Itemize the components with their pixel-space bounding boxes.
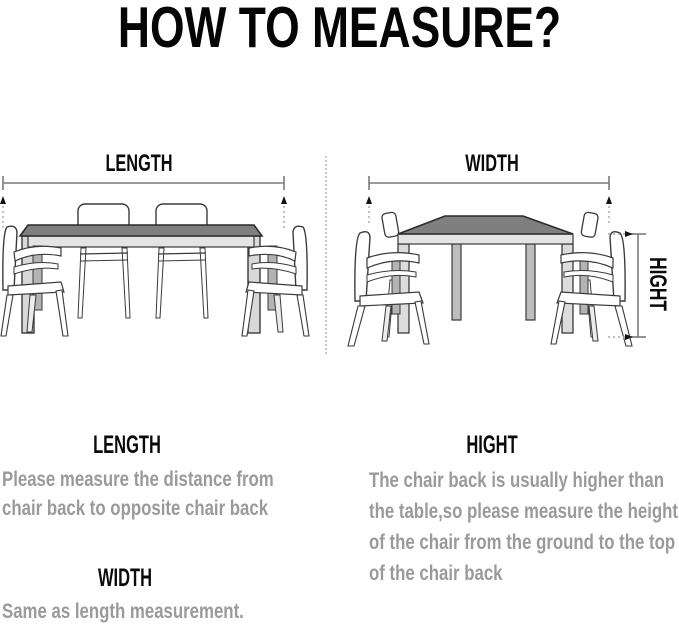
length-section-text — [2, 465, 274, 523]
table-side — [20, 225, 262, 333]
hight-measure-label: HIGHT — [644, 257, 671, 311]
page-title: HOW TO MEASURE? — [117, 0, 562, 60]
hight-section-heading: HIGHT — [466, 431, 518, 459]
length-text-line: chair back to opposite chair back — [2, 497, 269, 520]
hight-section-text — [369, 465, 678, 589]
length-text-line: Please measure the distance from — [2, 468, 274, 491]
hight-text-line: The chair back is usually higher than — [369, 469, 665, 492]
table-perspective-diagram — [340, 140, 679, 360]
length-measure-arrow — [0, 176, 287, 230]
rear-chair-left — [78, 204, 130, 318]
length-measure-label: LENGTH — [105, 150, 173, 177]
table-perspective — [398, 216, 573, 333]
table-side-view-diagram — [0, 140, 330, 360]
width-section-text — [2, 597, 244, 626]
width-section-heading: WIDTH — [97, 564, 153, 592]
hight-text-line: of the chair back — [369, 562, 503, 585]
rear-chair-right — [156, 204, 208, 318]
width-text-line: Same as length measurement. — [2, 600, 244, 623]
hight-text-line: of the chair from the ground to the top — [369, 531, 676, 554]
width-measure-label: WIDTH — [465, 150, 519, 177]
dotted-divider — [325, 156, 327, 354]
hight-text-line: the table,so please measure the height — [369, 500, 679, 523]
length-section-heading: LENGTH — [93, 431, 161, 459]
